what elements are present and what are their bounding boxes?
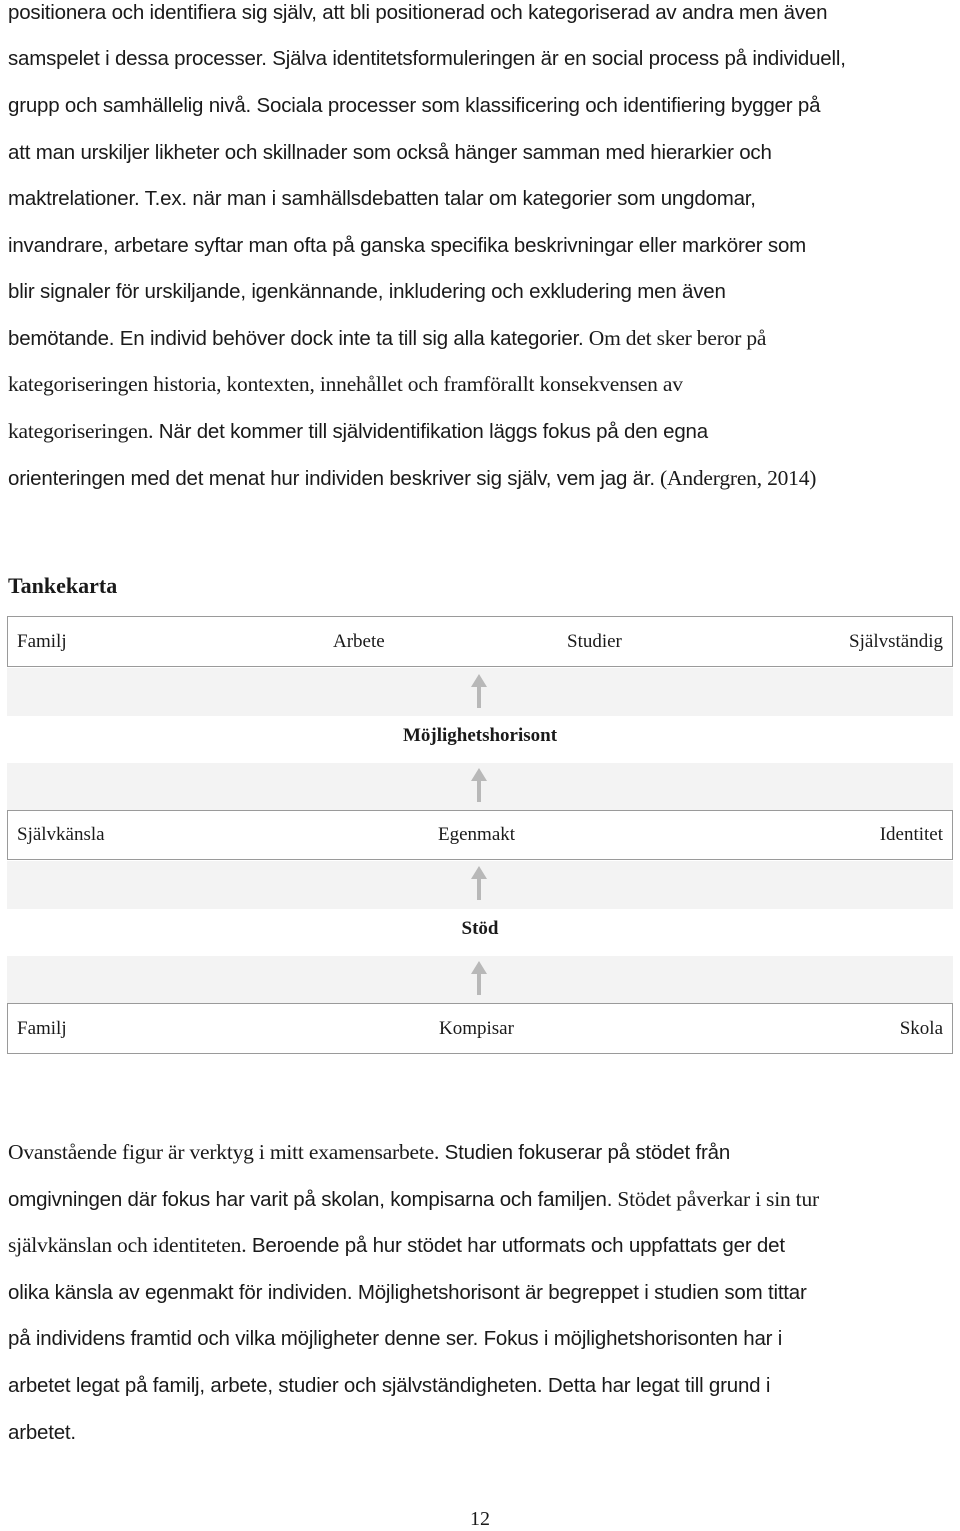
text-segment: arbetet. — [8, 1421, 76, 1444]
top-row-box — [7, 616, 953, 667]
text-segment: (Andergren, 2014) — [654, 466, 817, 490]
arrow-up-icon — [470, 961, 488, 995]
text-segment: kategoriseringen historia, kontexten, innehållet och framförallt konsekvensen av — [8, 372, 683, 396]
text-line — [8, 1373, 770, 1398]
text-segment: Fokus i möjlighetshorisonten har i — [478, 1327, 783, 1350]
text-segment: självkänslan och identiteten. — [8, 1233, 247, 1257]
text-line — [8, 233, 806, 258]
arrow-up-icon — [470, 768, 488, 802]
middle-row-item: Självkänsla — [17, 824, 105, 845]
mindmap-title: Tankekarta — [8, 573, 118, 598]
text-segment: omgivningen där fokus har varit på skolan, kompisarna och familjen. — [8, 1188, 613, 1211]
middle-row-item: Identitet — [879, 824, 943, 845]
text-line — [8, 1140, 730, 1165]
text-segment: invandrare, arbetare syftar man ofta på ganska specifika beskrivningar eller markörer som — [8, 234, 807, 257]
bottom-row-item: Skola — [899, 1018, 943, 1039]
text-line — [8, 186, 756, 211]
text-segment: Stödet påverkar i sin tur — [612, 1187, 819, 1211]
text-segment: grupp och samhällelig nivå. Sociala processer som klassificering och identifiering bygger på — [8, 94, 821, 117]
middle-row-item: Egenmakt — [438, 824, 516, 845]
text-segment: maktrelationer. T.ex. när man i samhällsdebatten talar om kategorier som ungdomar, — [8, 187, 756, 210]
text-line — [8, 279, 726, 304]
text-line — [8, 1233, 785, 1258]
text-line — [8, 140, 772, 165]
middle-row-box — [7, 810, 953, 860]
text-segment: Detta har legat till grund i — [542, 1374, 771, 1397]
bottom-row-box — [7, 1003, 953, 1054]
top-row-item: Självständig — [849, 631, 943, 652]
text-segment: Ovanstående figur är verktyg i mitt examensarbete. — [8, 1140, 440, 1164]
text-segment: positionera och identifiera sig själv, att bli positionerad och kategoriserad av andra men även — [8, 1, 828, 24]
text-segment: orienteringen med det menat hur individen beskriver sig själv, vem jag är. — [8, 467, 655, 490]
text-segment: När det kommer till självidentifikation läggs fokus på den egna — [153, 420, 708, 443]
arrow-up-icon — [470, 674, 488, 708]
arrow-up-icon — [470, 866, 488, 900]
text-line — [8, 1187, 819, 1212]
text-line — [8, 466, 816, 491]
text-segment: kategoriseringen. — [8, 419, 154, 443]
text-line — [8, 1280, 807, 1305]
text-segment: Möjlighetshorisont är begreppet i studien som tittar — [352, 1281, 807, 1304]
text-segment: olika känsla av egenmakt för individen. — [8, 1281, 353, 1304]
top-row-item: Studier — [567, 631, 622, 652]
text-line — [8, 93, 820, 118]
text-line — [8, 46, 846, 71]
text-segment: bemötande. En individ behöver dock inte ta till sig alla kategorier. — [8, 327, 584, 350]
bottom-row-item: Familj — [17, 1018, 67, 1039]
text-line — [8, 1326, 782, 1351]
text-segment: på individens framtid och vilka möjligheter denne ser. — [8, 1327, 479, 1350]
text-segment: Om det sker beror på — [583, 326, 767, 350]
top-row-item: Arbete — [333, 631, 385, 652]
text-line — [8, 326, 766, 351]
text-segment: att man urskiljer likheter och skillnader som också hänger samman med hierarkier och — [8, 141, 772, 164]
horizon-label: Möjlighetshorisont — [402, 725, 558, 746]
text-segment: arbetet legat på familj, arbete, studier och självständigheten. — [8, 1374, 543, 1397]
text-segment: Studien fokuserar på stödet från — [439, 1141, 731, 1164]
text-segment: Beroende på hur stödet har utformats och uppfattats ger det — [246, 1234, 785, 1257]
support-label: Stöd — [461, 918, 499, 939]
text-line — [8, 0, 827, 25]
text-segment: blir signaler för urskiljande, igenkännande, inkludering och exkludering men även — [8, 280, 726, 303]
bottom-row-item: Kompisar — [439, 1018, 514, 1039]
page-number: 12 — [470, 1508, 490, 1530]
text-line — [8, 1420, 76, 1445]
text-segment: samspelet i dessa processer. Själva identitetsformuleringen är en social process på individuell, — [8, 47, 846, 70]
top-row-item: Familj — [17, 631, 67, 652]
text-line — [8, 372, 683, 396]
text-line — [8, 419, 708, 444]
